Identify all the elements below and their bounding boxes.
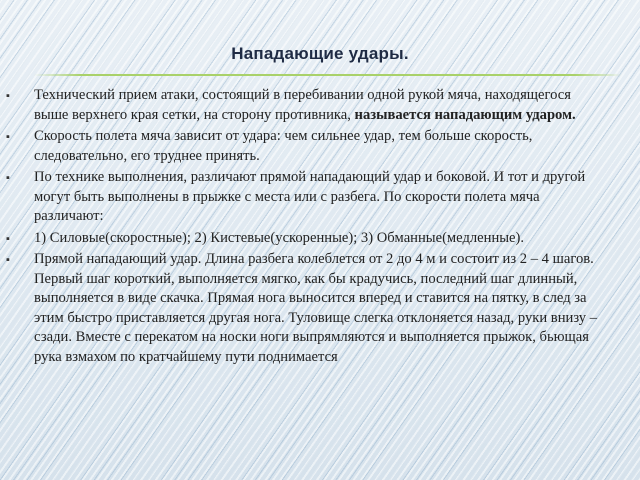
slide-title: Нападающие удары. (231, 44, 409, 63)
bullet-square-icon: ▪ (6, 172, 10, 184)
bullet-text: Прямой нападающий удар. Длина разбега колеблется от 2 до 4 м и состоит из 2 – 4 шагов. Первый шаг короткий, выполняется мягко, как бы крадучись, последний шаг длинный, выполняется в виде скачка. Прямая нога выносится вперед и ставится на пятку, в след за этим быстро приставляется другая нога. Туловище слегка отклоняется назад, руки внизу –сзади. Вместе с перекатом на носки ноги выпрямляются и выполняется прыжок, бьющая рука взмахом по кратчайшему пути поднимается (34, 251, 598, 365)
bullet-text: Технический прием атаки, состоящий в перебивании одной рукой мяча, находящегося выше верхнего края сетки, на сторону противника, (34, 87, 571, 123)
bullet-text: 1) Силовые(скоростные); 2) Кистевые(ускоренные); 3) Обманные(медленные). (34, 229, 525, 246)
bullet-bold-text: называется нападающим ударом. (354, 106, 576, 123)
bullet-square-icon: ▪ (6, 131, 10, 143)
bullet-item-definition (6, 86, 606, 125)
bullet-list (6, 86, 606, 369)
bullet-square-icon: ▪ (6, 254, 10, 266)
bullet-square-icon: ▪ (6, 232, 10, 245)
bullet-item-types (6, 229, 606, 249)
bullet-text: Скорость полета мяча зависит от удара: чем сильнее удар, тем больше скорость, следовательно, его труднее принять. (34, 128, 533, 164)
bullet-text: По технике выполнения, различают прямой нападающий удар и боковой. И тот и другой могут быть выполнены в прыжке с места или с разбега. По скорости полета мяча различают: (34, 169, 586, 224)
title-divider (34, 74, 622, 76)
bullet-item-direct-attack (6, 250, 606, 367)
bullet-item-speed (6, 127, 606, 166)
bullet-square-icon: ▪ (6, 90, 10, 102)
bullet-item-technique (6, 168, 606, 227)
